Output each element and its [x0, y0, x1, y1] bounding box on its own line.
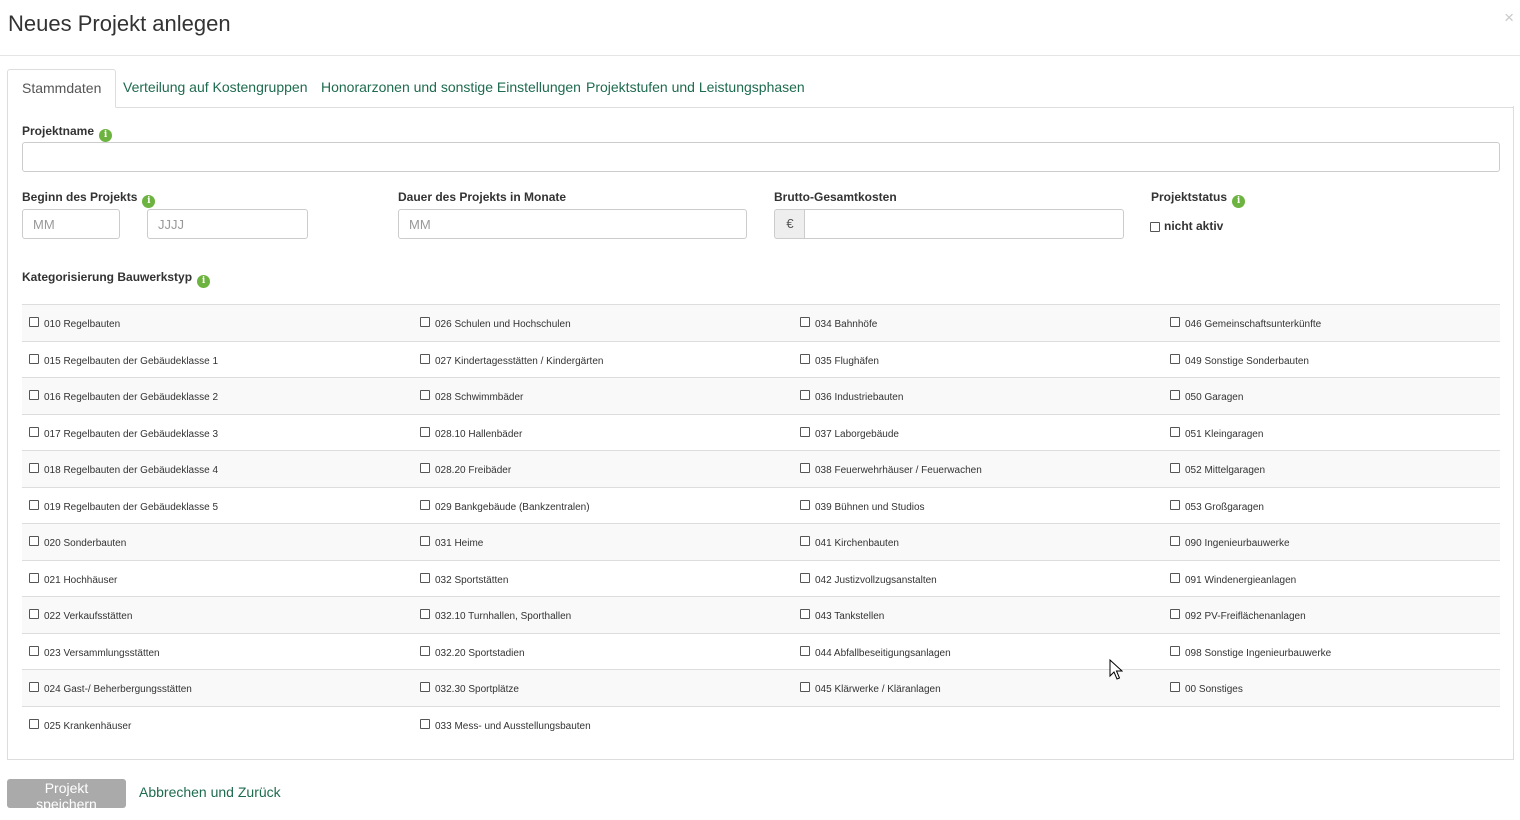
category-checkbox[interactable] [1170, 463, 1180, 473]
category-checkbox[interactable] [1170, 646, 1180, 656]
category-checkbox[interactable] [800, 463, 810, 473]
category-label: 023 Versammlungsstätten [44, 647, 160, 659]
category-checkbox[interactable] [420, 609, 430, 619]
category-checkbox[interactable] [1170, 536, 1180, 546]
category-checkbox[interactable] [800, 573, 810, 583]
category-checkbox[interactable] [420, 317, 430, 327]
category-label: 043 Tankstellen [815, 611, 885, 622]
mouse-cursor-icon [1109, 659, 1123, 681]
category-checkbox[interactable] [420, 536, 430, 546]
category-label: 028.20 Freibäder [435, 465, 512, 476]
cancel-link[interactable]: Abbrechen und Zurück [139, 784, 281, 800]
category-row [22, 596, 1500, 633]
category-label: 022 Verkaufsstätten [44, 611, 133, 622]
category-label: 042 Justizvollzugsanstalten [815, 574, 937, 586]
category-label: 028.10 Hallenbäder [435, 428, 523, 440]
info-icon[interactable]: i [197, 275, 210, 288]
category-label: 032.30 Sportplätze [435, 684, 519, 695]
close-icon[interactable]: × [1504, 8, 1514, 27]
category-label: 027 Kindertagesstätten / Kindergärten [435, 355, 604, 367]
category-checkbox[interactable] [1170, 354, 1180, 364]
category-checkbox[interactable] [1170, 682, 1180, 692]
category-checkbox[interactable] [29, 536, 39, 546]
category-label: 044 Abfallbeseitigungsanlagen [815, 647, 951, 659]
category-label: 032 Sportstätten [435, 574, 509, 586]
category-label: 015 Regelbauten der Gebäudeklasse 1 [44, 355, 219, 367]
category-checkbox[interactable] [1170, 390, 1180, 400]
status-row [1150, 219, 1223, 233]
category-checkbox[interactable] [29, 354, 39, 364]
tab-bar [7, 69, 1514, 108]
kategorie-label: Kategorisierung Bauwerkstyp i [22, 270, 210, 288]
category-label: 041 Kirchenbauten [815, 538, 899, 549]
category-checkbox[interactable] [420, 427, 430, 437]
category-label: 090 Ingenieurbauwerke [1185, 538, 1290, 549]
category-label: 045 Klärwerke / Kläranlagen [815, 684, 941, 695]
category-row [22, 669, 1500, 706]
category-label: 037 Laborgebäude [815, 428, 899, 440]
tab-projektstufen[interactable]: Projektstufen und Leistungsphasen [586, 79, 805, 95]
category-checkbox[interactable] [420, 463, 430, 473]
category-label: 031 Heime [435, 538, 484, 549]
category-row [22, 304, 1500, 341]
category-checkbox[interactable] [29, 463, 39, 473]
beginn-label: Beginn des Projekts i [22, 190, 155, 208]
category-checkbox[interactable] [420, 354, 430, 364]
category-checkbox[interactable] [29, 609, 39, 619]
category-label: 032.20 Sportstadien [435, 647, 525, 659]
category-row [22, 487, 1500, 524]
category-row [22, 377, 1500, 414]
category-checkbox[interactable] [29, 719, 39, 729]
category-row [22, 341, 1500, 378]
save-button[interactable]: Projekt speichern [7, 779, 126, 808]
category-row [22, 414, 1500, 451]
category-checkbox[interactable] [29, 427, 39, 437]
info-icon[interactable]: i [1232, 195, 1245, 208]
category-label: 021 Hochhäuser [44, 574, 118, 586]
category-label: 053 Großgaragen [1185, 501, 1264, 513]
category-label: 050 Garagen [1185, 392, 1244, 403]
info-icon[interactable]: i [99, 129, 112, 142]
category-checkbox[interactable] [29, 682, 39, 692]
currency-addon: € [774, 209, 805, 239]
beginn-year-input[interactable] [147, 209, 308, 239]
category-label: 036 Industriebauten [815, 392, 904, 403]
category-label: 038 Feuerwehrhäuser / Feuerwachen [815, 465, 982, 476]
category-checkbox[interactable] [800, 609, 810, 619]
dauer-label: Dauer des Projekts in Monate [398, 190, 567, 204]
category-label: 024 Gast-/ Beherbergungsstätten [44, 684, 192, 695]
category-checkbox[interactable] [1170, 609, 1180, 619]
category-row [22, 706, 1500, 743]
category-row [22, 450, 1500, 487]
category-label: 019 Regelbauten der Gebäudeklasse 5 [44, 501, 219, 513]
nicht-aktiv-checkbox[interactable] [1150, 222, 1160, 232]
category-label: 032.10 Turnhallen, Sporthallen [435, 611, 572, 622]
category-checkbox[interactable] [800, 536, 810, 546]
kosten-input[interactable] [804, 209, 1124, 239]
category-checkbox[interactable] [420, 500, 430, 510]
category-checkbox[interactable] [1170, 317, 1180, 327]
category-label: 035 Flughäfen [815, 355, 879, 367]
category-label: 034 Bahnhöfe [815, 319, 878, 330]
category-label: 052 Mittelgaragen [1185, 465, 1266, 476]
category-checkbox[interactable] [420, 682, 430, 692]
category-label: 029 Bankgebäude (Bankzentralen) [435, 501, 590, 513]
category-label: 092 PV-Freiflächenanlagen [1185, 611, 1306, 622]
dauer-input[interactable] [398, 209, 747, 239]
category-label: 010 Regelbauten [44, 319, 121, 330]
kosten-label: Brutto-Gesamtkosten [774, 190, 897, 204]
category-row [22, 523, 1500, 560]
category-checkbox[interactable] [29, 500, 39, 510]
category-label: 00 Sonstiges [1185, 684, 1243, 695]
projektname-label: Projektname i [22, 124, 112, 142]
category-checkbox[interactable] [800, 317, 810, 327]
category-table [22, 304, 1500, 742]
category-checkbox[interactable] [420, 390, 430, 400]
modal-header [0, 0, 1520, 56]
category-checkbox[interactable] [1170, 427, 1180, 437]
category-checkbox[interactable] [800, 682, 810, 692]
category-checkbox[interactable] [800, 390, 810, 400]
status-label: Projektstatus i [1151, 190, 1245, 208]
category-checkbox[interactable] [420, 573, 430, 583]
category-label: 046 Gemeinschaftsunterkünfte [1185, 319, 1322, 330]
category-label: 020 Sonderbauten [44, 538, 127, 549]
category-checkbox[interactable] [800, 354, 810, 364]
category-label: 049 Sonstige Sonderbauten [1185, 355, 1309, 367]
category-row [22, 560, 1500, 597]
category-label: 017 Regelbauten der Gebäudeklasse 3 [44, 428, 219, 440]
category-label: 028 Schwimmbäder [435, 392, 524, 403]
info-icon[interactable]: i [142, 195, 155, 208]
category-label: 091 Windenergieanlagen [1185, 574, 1297, 586]
projektname-input[interactable] [22, 142, 1500, 172]
category-checkbox[interactable] [800, 427, 810, 437]
category-checkbox[interactable] [1170, 500, 1180, 510]
tab-honorarzonen[interactable]: Honorarzonen und sonstige Einstellungen [321, 79, 581, 95]
modal-title: Neues Projekt anlegen [8, 11, 231, 36]
category-checkbox[interactable] [420, 719, 430, 729]
category-label: 098 Sonstige Ingenieurbauwerke [1185, 647, 1332, 659]
category-label: 026 Schulen und Hochschulen [435, 319, 571, 330]
category-checkbox[interactable] [29, 646, 39, 656]
tab-kostengruppen[interactable]: Verteilung auf Kostengruppen [123, 79, 308, 95]
category-checkbox[interactable] [29, 317, 39, 327]
category-label: 025 Krankenhäuser [44, 720, 132, 732]
nicht-aktiv-label: nicht aktiv [1164, 219, 1224, 233]
category-checkbox[interactable] [1170, 573, 1180, 583]
tab-stammdaten[interactable]: Stammdaten [7, 69, 116, 108]
category-checkbox[interactable] [29, 573, 39, 583]
category-checkbox[interactable] [800, 500, 810, 510]
category-row [22, 633, 1500, 670]
category-label: 051 Kleingaragen [1185, 428, 1264, 440]
category-checkbox[interactable] [29, 390, 39, 400]
beginn-month-input[interactable] [22, 209, 120, 239]
category-label: 016 Regelbauten der Gebäudeklasse 2 [44, 392, 219, 403]
category-label: 039 Bühnen und Studios [815, 501, 925, 513]
category-checkbox[interactable] [800, 646, 810, 656]
category-label: 033 Mess- und Ausstellungsbauten [435, 720, 591, 732]
category-checkbox[interactable] [420, 646, 430, 656]
category-label: 018 Regelbauten der Gebäudeklasse 4 [44, 465, 219, 476]
